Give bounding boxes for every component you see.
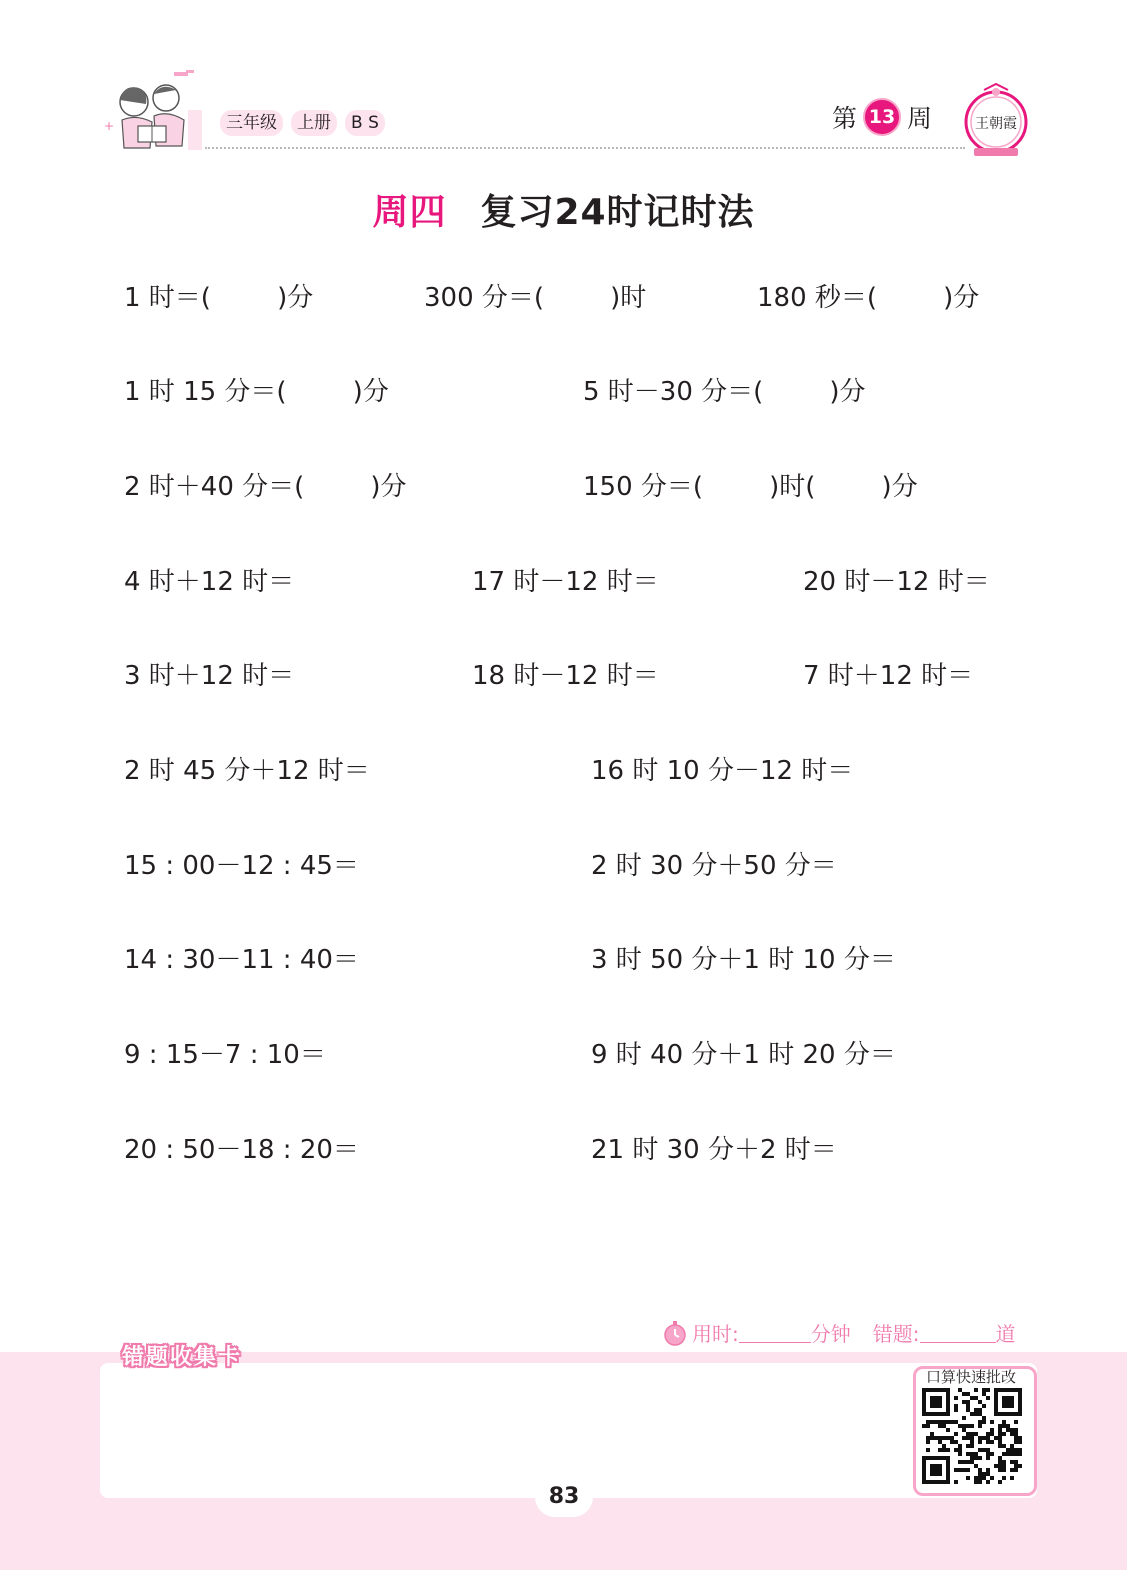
page-title <box>0 184 1127 235</box>
week-indicator <box>832 98 932 136</box>
svg-text:王朝霞: 王朝霞 <box>975 116 1017 132</box>
week-suffix: 周 <box>907 104 933 133</box>
exercise-item: 18 时－12 时＝ <box>472 661 659 691</box>
title-day: 周四 <box>372 192 447 233</box>
exercise-item: 15 : 00－12 : 45＝ <box>124 851 359 881</box>
page-number: 83 <box>535 1477 593 1517</box>
qr-code-icon[interactable] <box>922 1388 1022 1484</box>
time-unit: 分钟 <box>810 1322 851 1346</box>
exercise-item: 17 时－12 时＝ <box>472 567 659 597</box>
time-label: 用时: <box>692 1322 739 1346</box>
exercise-item: 20 时－12 时＝ <box>803 567 990 597</box>
grade-tags <box>220 110 385 136</box>
exercise-item: 1 时＝( )分 <box>124 283 314 313</box>
svg-text:+: + <box>104 119 115 133</box>
errors-unit: 道 <box>995 1322 1016 1346</box>
exercise-item: 5 时－30 分＝( )分 <box>583 377 866 407</box>
exercise-item: 14 : 30－11 : 40＝ <box>124 945 359 975</box>
exercise-item: 2 时 45 分＋12 时＝ <box>124 756 370 786</box>
exercise-item: 2 时 30 分＋50 分＝ <box>591 851 837 881</box>
time-and-errors-record <box>662 1318 1016 1347</box>
exercise-item: 150 分＝( )时( )分 <box>583 472 918 502</box>
header-divider <box>205 147 965 149</box>
errors-blank[interactable] <box>920 1322 996 1343</box>
kids-reading-illustration <box>104 70 212 158</box>
exercise-item: 300 分＝( )时 <box>424 283 647 313</box>
exercise-item: 2 时＋40 分＝( )分 <box>124 472 407 502</box>
exercise-item: 4 时＋12 时＝ <box>124 567 295 597</box>
error-card-label: 错题收集卡 <box>122 1345 243 1370</box>
exercise-item: 1 时 15 分＝( )分 <box>124 377 389 407</box>
exercise-item: 9 : 15－7 : 10＝ <box>124 1040 326 1070</box>
week-prefix: 第 <box>832 104 858 133</box>
edition-tag: B S <box>345 110 385 136</box>
week-number-badge: 13 <box>863 98 901 136</box>
volume-tag: 上册 <box>291 110 337 136</box>
exercise-item: 16 时 10 分－12 时＝ <box>591 756 854 786</box>
exercise-item: 20 : 50－18 : 20＝ <box>124 1135 359 1165</box>
grade-tag: 三年级 <box>220 110 283 136</box>
exercise-item: 180 秒＝( )分 <box>757 283 980 313</box>
exercise-item: 3 时 50 分＋1 时 10 分＝ <box>591 945 896 975</box>
errors-label: 错题: <box>872 1322 920 1346</box>
exercise-item: 9 时 40 分＋1 时 20 分＝ <box>591 1040 896 1070</box>
title-topic: 复习24时记时法 <box>480 192 755 233</box>
stopwatch-icon <box>662 1320 688 1346</box>
exercise-item: 3 时＋12 时＝ <box>124 661 295 691</box>
exercise-item: 7 时＋12 时＝ <box>803 661 974 691</box>
qr-label: 口算快速批改 <box>926 1368 1017 1386</box>
brand-seal-logo <box>960 80 1032 160</box>
page-header <box>0 0 1127 160</box>
time-blank[interactable] <box>739 1322 811 1343</box>
exercise-item: 21 时 30 分＋2 时＝ <box>591 1135 837 1165</box>
